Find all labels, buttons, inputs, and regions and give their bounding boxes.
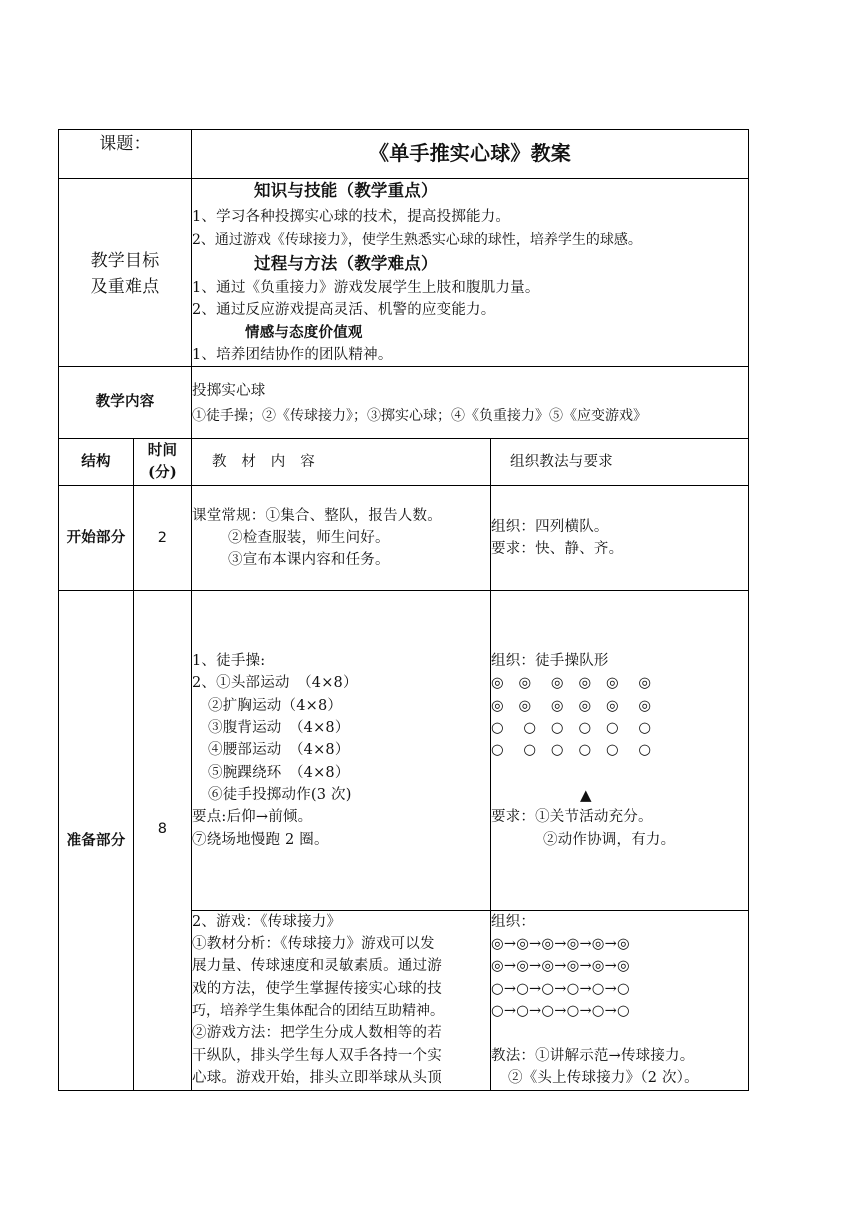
header-time-line1: 时间 <box>147 442 178 459</box>
prep-method-org: 组织：徒手操队形 <box>491 653 609 669</box>
prep-requirement-1: 要求：①关节活动充分。 <box>491 809 653 825</box>
objectives-label-line1: 教学目标 <box>90 251 160 271</box>
prep-content-line-2: 2、①头部运动 （4×8） <box>192 675 358 691</box>
knowledge-heading: 知识与技能（教学重点） <box>254 181 438 200</box>
prep-content-line-6: ⑤腕踝绕环 （4×8） <box>208 765 350 781</box>
row-divider-5 <box>58 590 749 591</box>
game-content-line-1: 2、游戏：《传球接力》 <box>192 914 342 930</box>
content-line-2: ①徒手操；②《传球接力》；③掷实心球；④《负重接力》⑤《应变游戏》 <box>192 408 647 424</box>
teaching-line-2: ②《头上传球接力》（2 次）。 <box>508 1070 699 1086</box>
process-item-1: 1、通过《负重接力》游戏发展学生上肢和腹肌力量。 <box>192 280 540 296</box>
formation-row-4: ○ ○ ○ ○ ○ ○ <box>491 742 652 758</box>
start-content-line-2: ②检查服装，师生问好。 <box>228 530 390 546</box>
header-time-line2: (分) <box>148 464 177 481</box>
prep-content-line-5: ④腰部运动 （4×8） <box>208 742 350 758</box>
objectives-label-line2: 及重难点 <box>90 277 160 297</box>
relay-row-2: ◎→◎→◎→◎→◎→◎ <box>491 958 630 974</box>
table-border-top <box>58 129 749 130</box>
formation-row-1: ◎ ◎ ◎ ◎ ◎ ◎ <box>491 675 652 691</box>
start-section-minutes: 2 <box>157 530 168 546</box>
game-content-line-8: 心球。游戏开始，排头立即举球从头顶 <box>192 1070 442 1086</box>
prep-section-minutes: 8 <box>157 821 168 837</box>
header-material: 教 材 内 容 <box>212 454 315 470</box>
row-divider-3 <box>58 438 749 439</box>
game-content-line-3: 展力量、传球速度和灵敏素质。通过游 <box>192 958 442 974</box>
relay-row-1: ◎→◎→◎→◎→◎→◎ <box>491 936 630 952</box>
row-divider-4 <box>58 485 749 486</box>
process-heading: 过程与方法（教学难点） <box>254 254 438 273</box>
start-method-line-2: 要求：快、静、齐。 <box>491 541 624 557</box>
prep-section-label: 准备部分 <box>66 832 126 849</box>
formation-row-2: ◎ ◎ ◎ ◎ ◎ ◎ <box>491 698 652 714</box>
row-divider-1 <box>58 178 749 179</box>
relay-row-4: ○→○→○→○→○→○ <box>491 1003 630 1019</box>
start-content-line-1: 课堂常规：①集合、整队，报告人数。 <box>192 508 442 524</box>
prep-content-line-4: ③腹背运动 （4×8） <box>208 720 350 736</box>
header-structure: 结构 <box>81 453 111 470</box>
knowledge-item-2: 2、通过游戏《传球接力》，使学生熟悉实心球的球性，培养学生的球感。 <box>192 232 642 248</box>
table-border-bottom <box>58 1090 749 1091</box>
content-label: 教学内容 <box>95 393 155 410</box>
knowledge-item-1: 1、学习各种投掷实心球的技术，提高投掷能力。 <box>192 209 511 225</box>
game-content-line-7: 干纵队，排头学生每人双手各持一个实 <box>192 1048 442 1064</box>
prep-content-line-1: 1、徒手操: <box>192 653 266 669</box>
game-content-line-6: ②游戏方法：把学生分成人数相等的若 <box>192 1025 442 1041</box>
start-method-line-1: 组织：四列横队。 <box>491 519 609 535</box>
prep-content-line-7: ⑥徒手投掷动作(3 次) <box>208 787 352 803</box>
lesson-title: 《单手推实心球》教案 <box>369 141 571 165</box>
prep-requirement-2: ②动作协调，有力。 <box>543 832 676 848</box>
formation-row-3: ○ ○ ○ ○ ○ ○ <box>491 720 652 736</box>
content-line-1: 投掷实心球 <box>192 383 266 399</box>
prep-content-line-9: ⑦绕场地慢跑 2 圈。 <box>192 832 329 848</box>
teacher-marker: ▲ <box>580 786 592 804</box>
game-content-line-4: 戏的方法，使学生掌握传接实心球的技 <box>192 981 442 997</box>
relay-row-3: ○→○→○→○→○→○ <box>491 981 630 997</box>
row-divider-2 <box>58 366 749 367</box>
emotion-item-1: 1、培养团结协作的团队精神。 <box>192 347 393 363</box>
prep-content-line-8: 要点:后仰→前倾。 <box>192 809 313 825</box>
start-content-line-3: ③宣布本课内容和任务。 <box>228 552 390 568</box>
start-section-label: 开始部分 <box>66 529 126 546</box>
table-border-right <box>748 129 749 1091</box>
prep-content-line-3: ②扩胸运动（4×8） <box>208 698 343 714</box>
teaching-line-1: 教法：①讲解示范→传球接力。 <box>491 1048 695 1064</box>
emotion-heading: 情感与态度价值观 <box>245 324 363 341</box>
subject-label: 课题： <box>99 134 151 154</box>
game-content-line-5: 巧，培养学生集体配合的团结互助精神。 <box>192 1003 444 1019</box>
game-method-org: 组织： <box>491 914 536 930</box>
header-method: 组织教法与要求 <box>510 454 613 470</box>
game-content-line-2: ①教材分析：《传球接力》游戏可以发 <box>192 936 435 952</box>
process-item-2: 2、通过反应游戏提高灵活、机警的应变能力。 <box>192 302 496 318</box>
